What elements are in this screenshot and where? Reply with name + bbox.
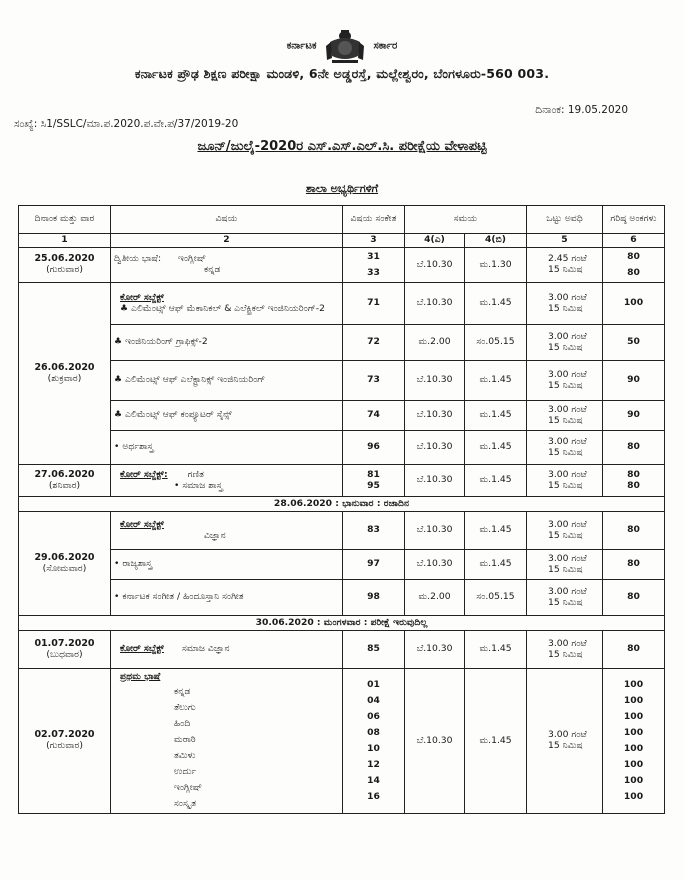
subject-name: ಸಂಸ್ಕೃತ: [174, 798, 197, 809]
code-cell: [343, 465, 405, 497]
first-language-label: ಪ್ರಥಮ ಭಾಷೆ: [120, 671, 161, 682]
exam-date: 01.07.2020: [34, 637, 95, 649]
subject-code: 83: [343, 512, 405, 550]
start-time: ಬೆ.10.30: [405, 248, 465, 283]
table-row: [19, 283, 665, 325]
col-num: 2: [111, 234, 343, 248]
duration-cell: [527, 325, 603, 361]
start-time: ಬೆ.10.30: [405, 465, 465, 497]
duration-cell: [527, 465, 603, 497]
subject-cell: [111, 512, 343, 550]
table-row: [19, 669, 665, 814]
start-time: ಮ.2.00: [405, 325, 465, 361]
duration-minutes: 15 ನಿಮಿಷ: [548, 341, 583, 353]
header-row: [19, 206, 665, 234]
subject-name: ಹಿಂದಿ: [174, 718, 191, 729]
timetable: [18, 205, 665, 814]
date-cell: [19, 669, 111, 814]
col-num: 3: [343, 234, 405, 248]
max-marks: 100: [623, 727, 644, 738]
subject-code: 10: [367, 743, 380, 754]
subject-cell: [111, 283, 343, 325]
end-time: ಮ.1.45: [465, 669, 527, 814]
max-marks: 80: [627, 251, 640, 262]
holiday-note: 28.06.2020 : ಭಾನುವಾರ : ರಜಾದಿನ: [19, 497, 665, 512]
subject-name: ಸಮಾಜ ವಿಜ್ಞಾನ: [181, 643, 230, 655]
end-time: ಮ.1.45: [465, 465, 527, 497]
duration-minutes: 15 ನಿಮಿಷ: [548, 563, 583, 575]
subject-name: ಮರಾಠಿ: [174, 734, 196, 745]
header-subject: ವಿಷಯ: [111, 206, 343, 234]
max-marks: 90: [603, 361, 665, 401]
subject-label: ದ್ವಿತೀಯ ಭಾಷೆ:: [114, 253, 162, 265]
exam-date: 26.06.2020: [34, 361, 95, 373]
subject-code: 06: [367, 711, 380, 722]
club-icon: ♣: [114, 337, 123, 348]
subject-cell: [111, 401, 343, 431]
exam-date: 25.06.2020: [34, 253, 95, 265]
exam-day: (ಶನಿವಾರ): [48, 479, 81, 491]
header-marks: ಗರಿಷ್ಠ ಅಂಕಗಳು: [603, 206, 665, 234]
max-marks: 100: [623, 775, 644, 786]
code-cell: [343, 248, 405, 283]
duration-hours: 3.00 ಗಂಟೆ: [548, 585, 587, 597]
duration-cell: [527, 512, 603, 550]
start-time: ಬೆ.10.30: [405, 401, 465, 431]
subject-code: 08: [367, 727, 380, 738]
holiday-note: 30.06.2020 : ಮಂಗಳವಾರ : ಪರೀಕ್ಷೆ ಇರುವುದಿಲ್ಲ: [19, 616, 665, 631]
emblem-row: [0, 26, 684, 66]
subject-name: ತೆಲುಗು: [174, 702, 196, 713]
exam-day: (ಶುಕ್ರವಾರ): [47, 372, 82, 384]
header-code: ವಿಷಯ ಸಂಕೇತ: [343, 206, 405, 234]
subject-code: 95: [367, 479, 380, 491]
duration-cell: [527, 248, 603, 283]
core-subject-label: ಕೋರ್ ಸಬ್ಜೆಕ್ಟ್: [120, 518, 164, 530]
end-time: ಸಂ.05.15: [465, 325, 527, 361]
subject-name: ಗಣಿತ: [187, 468, 204, 480]
duration-minutes: 15 ನಿಮಿಷ: [548, 264, 583, 275]
duration-hours: 3.00 ಗಂಟೆ: [548, 518, 587, 530]
club-icon: ♣: [114, 410, 123, 421]
header-date-day: ದಿನಾಂಕ ಮತ್ತು ವಾರ: [19, 206, 111, 234]
marks-cell: [603, 465, 665, 497]
table-row: [19, 361, 665, 401]
header-time: ಸಮಯ: [405, 206, 527, 234]
subject-name: ಇಂಗ್ಲೀಷ್: [178, 253, 207, 265]
col-num: 6: [603, 234, 665, 248]
subject-code: 72: [343, 325, 405, 361]
duration-hours: 3.00 ಗಂಟೆ: [548, 291, 587, 303]
end-time: ಸಂ.05.15: [465, 580, 527, 616]
duration-minutes: 15 ನಿಮಿಷ: [548, 446, 583, 458]
core-subject-label: ಕೋರ್ ಸಬ್ಜೆಕ್ಟ್:: [120, 468, 168, 480]
max-marks: 100: [623, 711, 644, 722]
duration-minutes: 15 ನಿಮಿಷ: [548, 479, 583, 491]
col-num: 4(ಎ): [405, 234, 465, 248]
max-marks: 80: [603, 550, 665, 580]
start-time: ಬೆ.10.30: [405, 631, 465, 669]
date-cell: [19, 512, 111, 616]
subject-cell: • ಕರ್ನಾಟಕ ಸಂಗೀತ / ಹಿಂದೂಸ್ತಾನಿ ಸಂಗೀತ: [111, 580, 343, 616]
end-time: ಮ.1.45: [465, 512, 527, 550]
max-marks: 90: [603, 401, 665, 431]
subject-code: 96: [343, 431, 405, 465]
subject-code: 81: [367, 468, 380, 480]
start-time: ಬೆ.10.30: [405, 283, 465, 325]
table-row: [19, 580, 665, 616]
max-marks: 100: [623, 743, 644, 754]
duration-cell: [527, 401, 603, 431]
duration-hours: 2.45 ಗಂಟೆ: [548, 253, 587, 265]
holiday-row: [19, 497, 665, 512]
subject-code: 04: [367, 695, 380, 706]
max-marks: 80: [603, 631, 665, 669]
subject-name: ಕನ್ನಡ: [174, 686, 191, 697]
marks-cell: [603, 248, 665, 283]
date-cell: [19, 465, 111, 497]
page-subtitle: [0, 182, 684, 196]
start-time: ಬೆ.10.30: [405, 512, 465, 550]
page-title: [0, 139, 684, 154]
duration-minutes: 15 ನಿಮಿಷ: [548, 529, 583, 541]
subject-code: 31: [367, 251, 380, 262]
subject-cell: • ಅರ್ಥಶಾಸ್ತ್ರ: [111, 431, 343, 465]
subject-name: ಎಲಿಮೆಂಟ್ಸ್ ಆಫ್ ಕಂಪ್ಯೂಟರ್ ಸೈನ್ಸ್: [125, 409, 232, 421]
duration-cell: [527, 361, 603, 401]
table-row: [19, 325, 665, 361]
duration-minutes: 15 ನಿಮಿಷ: [548, 414, 583, 426]
max-marks: 50: [603, 325, 665, 361]
max-marks: 100: [623, 679, 644, 690]
subject-name: ಅರ್ಥಶಾಸ್ತ್ರ: [122, 441, 154, 453]
subject-name: ರಾಜ್ಯಶಾಸ್ತ್ರ: [122, 558, 153, 570]
subject-name: ಉರ್ದು: [174, 766, 197, 777]
subject-name: ವಿಜ್ಞಾನ: [204, 529, 226, 541]
table-row: [19, 248, 665, 283]
emblem-left-text: ಕರ್ನಾಟಕ: [286, 40, 317, 52]
subject-name: ಇಂಜಿನಿಯರಿಂಗ್ ಗ್ರಾಫಿಕ್ಸ್-2: [125, 336, 208, 348]
duration-cell: [527, 631, 603, 669]
core-subject-label: ಕೋರ್ ಸಬ್ಜೆಕ್ಟ್: [120, 291, 164, 303]
subject-code: 85: [343, 631, 405, 669]
end-time: ಮ.1.30: [465, 248, 527, 283]
col-num: 4(ಬಿ): [465, 234, 527, 248]
duration-minutes: 15 ನಿಮಿಷ: [548, 302, 583, 314]
duration-hours: 3.00 ಗಂಟೆ: [548, 368, 587, 380]
subject-cell: [111, 361, 343, 401]
max-marks: 100: [623, 695, 644, 706]
subject-code: 14: [367, 775, 380, 786]
subject-code: 97: [343, 550, 405, 580]
subject-code: 33: [367, 267, 380, 278]
start-time: ಬೆ.10.30: [405, 550, 465, 580]
exam-day: (ಗುರುವಾರ): [46, 740, 83, 752]
date-cell: [19, 283, 111, 465]
date-cell: [19, 631, 111, 669]
max-marks: 100: [623, 759, 644, 770]
max-marks: 100: [623, 791, 644, 802]
duration-hours: 3.00 ಗಂಟೆ: [548, 729, 587, 741]
col-num: 5: [527, 234, 603, 248]
start-time: ಬೆ.10.30: [405, 431, 465, 465]
duration-minutes: 15 ನಿಮಿಷ: [548, 379, 583, 391]
page-subtitle-text: ಶಾಲಾ ಅಭ್ಯರ್ಥಿಗಳಿಗೆ: [305, 182, 379, 195]
exam-date: 02.07.2020: [34, 729, 95, 741]
subject-name: ಸಮಾಜ ಶಾಸ್ತ್ರ: [182, 479, 223, 491]
state-emblem-icon: [324, 26, 366, 66]
start-time: ಬೆ.10.30: [405, 669, 465, 814]
exam-date: 27.06.2020: [34, 468, 95, 480]
table-row: [19, 465, 665, 497]
subject-name: ಇಂಗ್ಲೀಷ್: [174, 782, 203, 793]
page-title-text: ಜೂನ್/ಜುಲೈ-2020ರ ಎಸ್.ಎಸ್.ಎಲ್.ಸಿ. ಪರೀಕ್ಷೆಯ ವೇಳಾಪಟ್ಟಿ: [197, 139, 487, 154]
table-row: [19, 401, 665, 431]
duration-hours: 3.00 ಗಂಟೆ: [548, 552, 587, 564]
end-time: ಮ.1.45: [465, 283, 527, 325]
duration-minutes: 15 ನಿಮಿಷ: [548, 740, 583, 751]
table-row: [19, 631, 665, 669]
subject-code: 74: [343, 401, 405, 431]
duration-cell: [527, 431, 603, 465]
exam-date: 29.06.2020: [34, 551, 95, 563]
duration-cell: [527, 283, 603, 325]
exam-day: (ಸೋಮವಾರ): [42, 562, 87, 574]
code-cell: [343, 669, 405, 814]
subject-name: ಕರ್ನಾಟಕ ಸಂಗೀತ / ಹಿಂದೂಸ್ತಾನಿ ಸಂಗೀತ: [122, 591, 244, 603]
max-marks: 80: [603, 431, 665, 465]
subject-cell: [111, 631, 343, 669]
exam-day: (ಬುಧವಾರ): [46, 648, 83, 660]
emblem-right-text: ಸರ್ಕಾರ: [373, 40, 398, 52]
max-marks: 80: [603, 580, 665, 616]
duration-hours: 3.00 ಗಂಟೆ: [548, 468, 587, 480]
duration-hours: 3.00 ಗಂಟೆ: [548, 637, 587, 649]
subject-cell: [111, 325, 343, 361]
marks-cell: [603, 669, 665, 814]
start-time: ಬೆ.10.30: [405, 361, 465, 401]
duration-cell: [527, 550, 603, 580]
club-icon: ♣: [120, 303, 129, 314]
end-time: ಮ.1.45: [465, 361, 527, 401]
max-marks: 80: [627, 468, 640, 480]
header-duration: ಒಟ್ಟು ಅವಧಿ: [527, 206, 603, 234]
subject-code: 98: [343, 580, 405, 616]
issue-date: ದಿನಾಂಕ: 19.05.2020: [535, 104, 628, 116]
duration-hours: 3.00 ಗಂಟೆ: [548, 403, 587, 415]
subject-cell: [111, 669, 343, 814]
duration-hours: 3.00 ಗಂಟೆ: [548, 435, 587, 447]
subject-code: 71: [343, 283, 405, 325]
subject-name: ತಮಿಳು: [174, 750, 196, 761]
table-row: [19, 550, 665, 580]
exam-day: (ಗುರುವಾರ): [46, 264, 83, 276]
table-row: [19, 431, 665, 465]
board-address: ಕರ್ನಾಟಕ ಪ್ರೌಢ ಶಿಕ್ಷಣ ಪರೀಕ್ಷಾ ಮಂಡಳಿ, 6ನೇ ಅಡ್ಡರಸ್ತೆ, ಮಲ್ಲೇಶ್ವರಂ, ಬೆಂಗಳೂರು-560 003.: [134, 66, 550, 81]
reference-number: ಸಂಖ್ಯೆ: ಸಿ1/SSLC/ಮಾ.ಪ.2020.ಪ.ವೇ.ಪ/37/2019-20: [14, 118, 239, 130]
subject-code: 01: [367, 679, 380, 690]
end-time: ಮ.1.45: [465, 631, 527, 669]
subject-cell: [111, 248, 343, 283]
subject-cell: ಕೋರ್ ಸಬ್ಜೆಕ್ಟ್: ಗಣಿತ • ಸಮಾಜ ಶಾಸ್ತ್ರ: [111, 465, 343, 497]
duration-hours: 3.00 ಗಂಟೆ: [548, 330, 587, 342]
core-subject-label: ಕೋರ್ ಸಬ್ಜೆಕ್ಟ್: [120, 643, 164, 655]
max-marks: 80: [627, 479, 640, 491]
end-time: ಮ.1.45: [465, 401, 527, 431]
max-marks: 80: [627, 267, 640, 278]
duration-cell: [527, 580, 603, 616]
col-num: 1: [19, 234, 111, 248]
club-icon: ♣: [114, 375, 123, 386]
date-cell: [19, 248, 111, 283]
end-time: ಮ.1.45: [465, 431, 527, 465]
duration-cell: [527, 669, 603, 814]
start-time: ಮ.2.00: [405, 580, 465, 616]
subject-code: 73: [343, 361, 405, 401]
end-time: ಮ.1.45: [465, 550, 527, 580]
holiday-row: [19, 616, 665, 631]
max-marks: 100: [603, 283, 665, 325]
table-row: [19, 512, 665, 550]
max-marks: 80: [603, 512, 665, 550]
subject-name: ಕನ್ನಡ: [204, 264, 221, 275]
subject-name: ಎಲಿಮೆಂಟ್ಸ್ ಆಫ್ ಎಲೆಕ್ಟ್ರಾನಿಕ್ಸ್ ಇಂಜಿನಿಯರಿಂಗ್: [125, 374, 266, 386]
subject-code: 16: [367, 791, 380, 802]
subject-name: ಎಲಿಮೆಂಟ್ಸ್ ಆಫ್ ಮೆಕಾನಿಕಲ್ & ಎಲೆಕ್ಟ್ರಿಕಲ್ ಇಂಜಿನಿಯರಿಂಗ್-2: [131, 302, 325, 314]
column-number-row: [19, 234, 665, 248]
subject-code: 12: [367, 759, 380, 770]
duration-minutes: 15 ನಿಮಿಷ: [548, 596, 583, 608]
duration-minutes: 15 ನಿಮಿಷ: [548, 648, 583, 660]
subject-cell: • ರಾಜ್ಯಶಾಸ್ತ್ರ: [111, 550, 343, 580]
